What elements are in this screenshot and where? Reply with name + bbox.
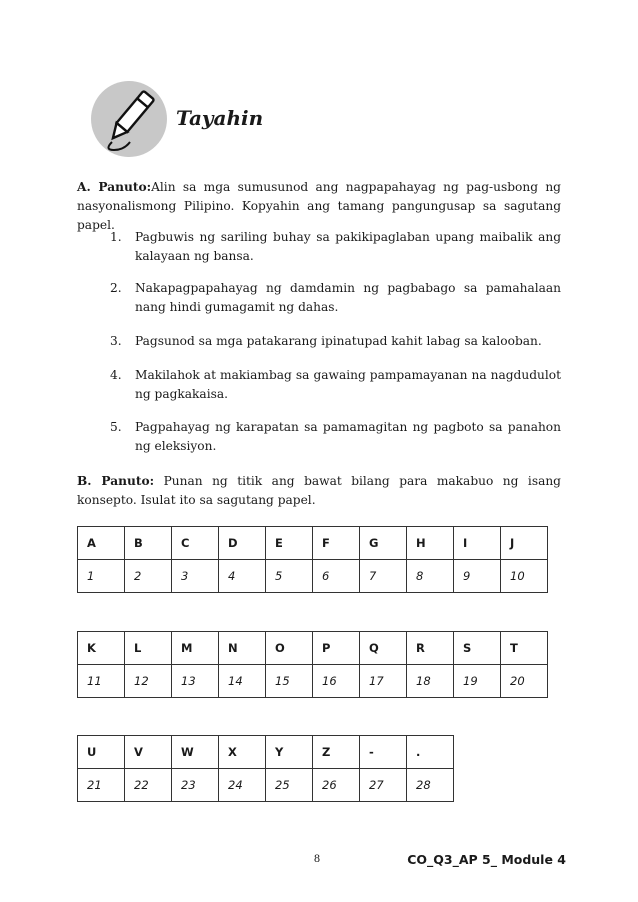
item-number: 1. [110, 230, 122, 244]
letter-row [78, 632, 548, 665]
number-cell: 27 [360, 769, 407, 802]
number-cell: 14 [219, 665, 266, 698]
number-cell: 21 [78, 769, 125, 802]
letter-cell: H [407, 527, 454, 560]
part-b-label: B. Panuto: [77, 474, 155, 488]
number-cell: 20 [501, 665, 548, 698]
number-cell: 7 [360, 560, 407, 593]
number-cell: 18 [407, 665, 454, 698]
item-number: 3. [110, 334, 122, 348]
letter-cell: G [360, 527, 407, 560]
number-cell: 24 [219, 769, 266, 802]
list-item [110, 332, 561, 351]
number-cell: 11 [78, 665, 125, 698]
number-cell: 26 [313, 769, 360, 802]
item-text: Nakapagpapahayag ng damdamin ng pagbabago sa pamahalaan nang hindi gumagamit ng dahas. [135, 281, 561, 314]
number-cell: 10 [501, 560, 548, 593]
number-cell: 28 [407, 769, 454, 802]
item-text: Pagpahayag ng karapatan sa pamamagitan ng pagboto sa panahon ng eleksiyon. [135, 420, 561, 453]
number-row [78, 560, 548, 593]
part-a-instruction [77, 178, 561, 235]
number-cell: 5 [266, 560, 313, 593]
number-cell: 17 [360, 665, 407, 698]
number-cell: 12 [125, 665, 172, 698]
letter-cell: R [407, 632, 454, 665]
page-number: 8 [314, 851, 320, 865]
item-number: 4. [110, 368, 122, 382]
letter-row [78, 527, 548, 560]
item-number: 2. [110, 281, 122, 295]
letter-cell: - [360, 736, 407, 769]
number-cell: 9 [454, 560, 501, 593]
number-cell: 15 [266, 665, 313, 698]
letter-cell: S [454, 632, 501, 665]
section-header [90, 80, 510, 160]
number-cell: 1 [78, 560, 125, 593]
letter-cell: L [125, 632, 172, 665]
part-b-instruction [77, 472, 561, 510]
number-cell: 2 [125, 560, 172, 593]
letter-cell: Z [313, 736, 360, 769]
part-b-text: Punan ng titik ang bawat bilang para makabuo ng isang konsepto. Isulat ito sa sagutang papel. [77, 474, 561, 507]
list-item [110, 279, 561, 317]
part-a-label: A. Panuto: [77, 180, 152, 194]
list-item [110, 418, 561, 456]
module-code: CO_Q3_AP 5_ Module 4 [407, 852, 566, 867]
code-table-2 [77, 631, 548, 698]
list-item [110, 228, 561, 266]
letter-cell: B [125, 527, 172, 560]
number-cell: 8 [407, 560, 454, 593]
letter-cell: N [219, 632, 266, 665]
number-cell: 3 [172, 560, 219, 593]
letter-cell: V [125, 736, 172, 769]
item-text: Pagbuwis ng sariling buhay sa pakikipaglaban upang maibalik ang kalayaan ng bansa. [135, 230, 561, 263]
letter-cell: X [219, 736, 266, 769]
letter-cell: Y [266, 736, 313, 769]
number-row [78, 769, 454, 802]
letter-row [78, 736, 454, 769]
letter-cell: T [501, 632, 548, 665]
number-cell: 6 [313, 560, 360, 593]
number-cell: 13 [172, 665, 219, 698]
letter-cell: O [266, 632, 313, 665]
number-cell: 22 [125, 769, 172, 802]
letter-cell: . [407, 736, 454, 769]
code-table-1 [77, 526, 548, 593]
number-cell: 25 [266, 769, 313, 802]
letter-cell: I [454, 527, 501, 560]
number-row [78, 665, 548, 698]
letter-cell: Q [360, 632, 407, 665]
section-title: Tayahin [176, 106, 264, 130]
list-item [110, 366, 561, 404]
part-a-text: Alin sa mga sumusunod ang nagpapahayag ng pag-usbong ng nasyonalismong Pilipino. Kopyahin ang tamang pangungusap sa sagutang papel. [77, 180, 561, 232]
number-cell: 16 [313, 665, 360, 698]
item-text: Makilahok at makiambag sa gawaing pampamayanan na nagdudulot ng pagkakaisa. [135, 368, 561, 401]
letter-cell: K [78, 632, 125, 665]
letter-cell: J [501, 527, 548, 560]
letter-cell: U [78, 736, 125, 769]
item-text: Pagsunod sa mga patakarang ipinatupad kahit labag sa kalooban. [135, 334, 542, 348]
number-cell: 19 [454, 665, 501, 698]
item-number: 5. [110, 420, 122, 434]
number-cell: 4 [219, 560, 266, 593]
statement-list [110, 228, 561, 456]
letter-cell: P [313, 632, 360, 665]
number-cell: 23 [172, 769, 219, 802]
letter-cell: E [266, 527, 313, 560]
letter-cell: W [172, 736, 219, 769]
letter-cell: A [78, 527, 125, 560]
letter-cell: D [219, 527, 266, 560]
letter-cell: F [313, 527, 360, 560]
pencil-icon [90, 80, 168, 158]
code-table-3 [77, 735, 454, 802]
letter-cell: M [172, 632, 219, 665]
letter-cell: C [172, 527, 219, 560]
